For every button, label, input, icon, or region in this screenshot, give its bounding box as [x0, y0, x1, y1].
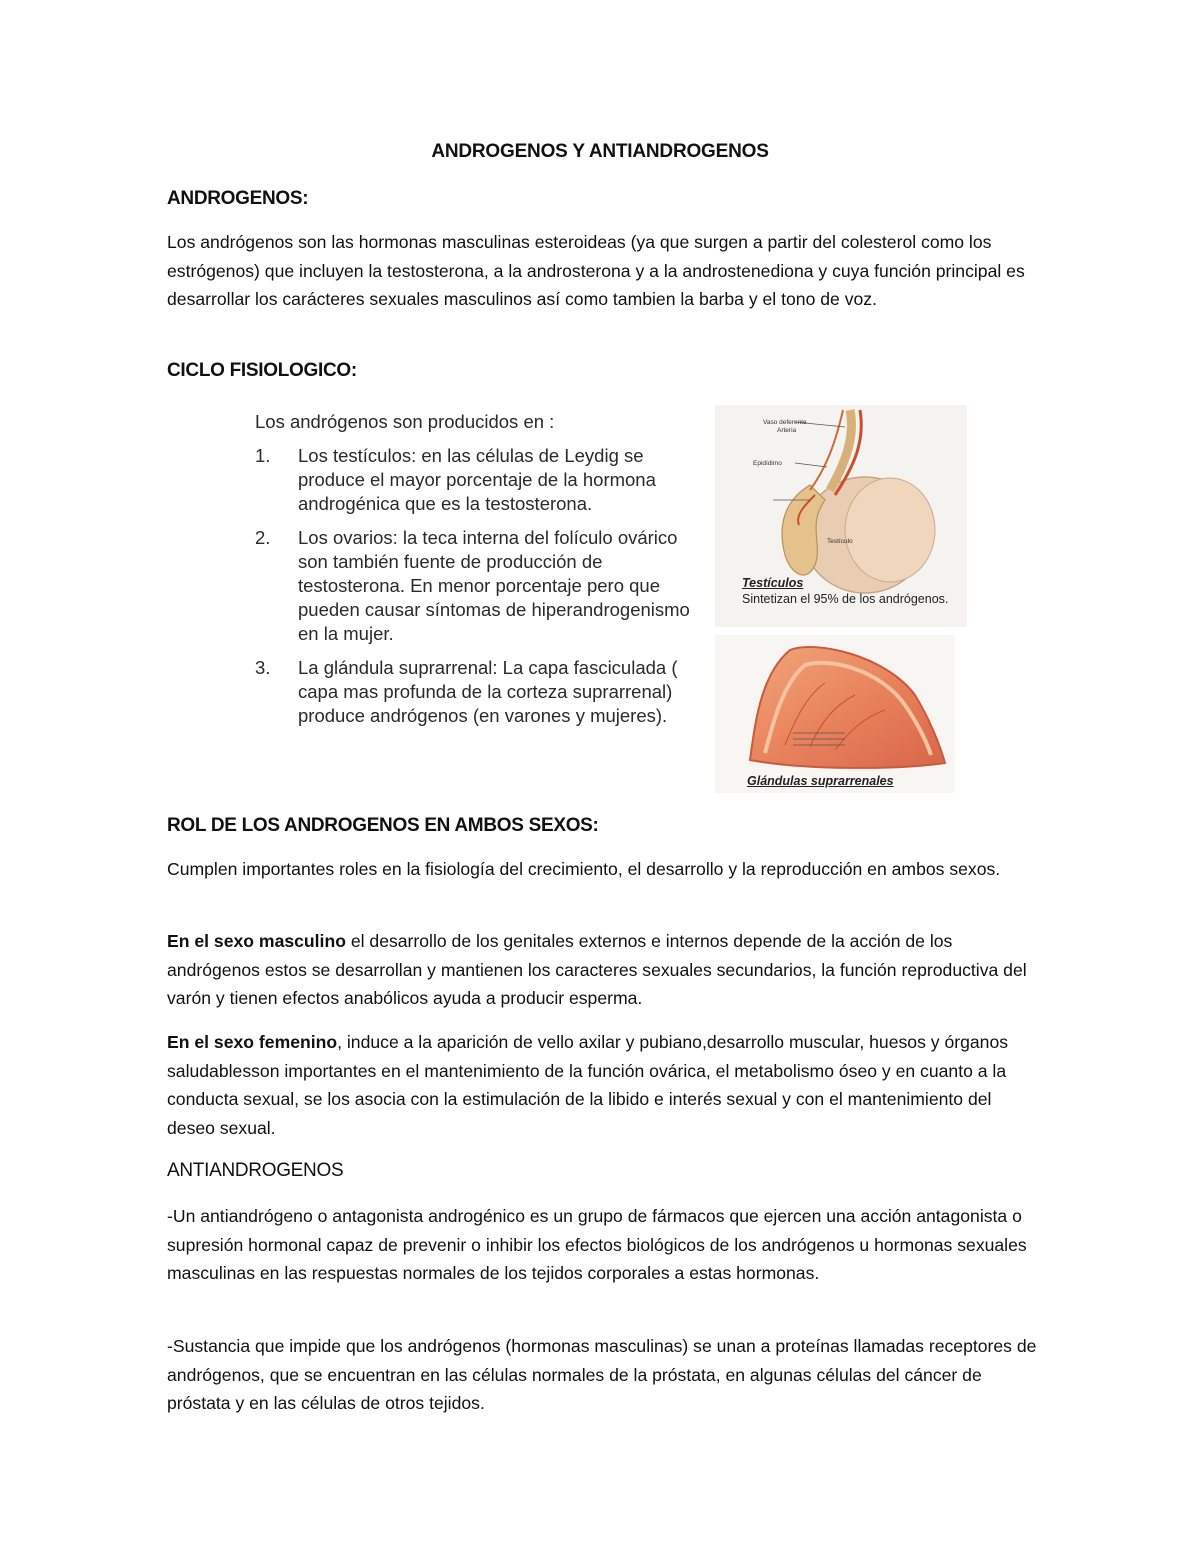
heading-ciclo-fisiologico: CICLO FISIOLOGICO: — [167, 360, 357, 381]
adrenal-caption — [747, 773, 947, 789]
list-item-number: 1. — [255, 445, 271, 466]
femenino-label: En el sexo femenino — [167, 1032, 338, 1052]
paragraph-antiandrogenos-2: -Sustancia que impide que los andrógenos (hormonas masculinas) se unan a proteínas llamadas receptores de andrógenos, que se encuentran en las células normales de la próstata, en algunas células del cáncer de próstata y en las células de otros tejidos. — [167, 1336, 1037, 1414]
paragraph-femenino — [167, 1028, 1037, 1142]
list-item-text: Los testículos: en las células de Leydig se produce el mayor porcentaje de la hormona androgénica que es la testosterona. — [298, 445, 656, 514]
paragraph-androgenos: Los andrógenos son las hormonas masculinas esteroideas (ya que surgen a partir del colesterol como los estrógenos) que incluyen la testosterona, a la androsterona y a la androstenediona y cuya función principal es desarrollar los carácteres sexuales masculinos así como tambien la barba y el tono de voz. — [167, 232, 1025, 310]
femenino-text: , induce a la aparición de vello axilar y pubiano,desarrollo muscular, huesos y órganos saludablesson importantes en el mantenimiento de la función ovárica, el metabolismo óseo y en cuanto a la conducta sexual, se los asocia con la estimulación de la libido e interés sexual y con el mantenimiento del deseo sexual. — [167, 1032, 1009, 1138]
list-item — [255, 656, 695, 728]
paragraph-rol: Cumplen importantes roles en la fisiología del crecimiento, el desarrollo y la reproducción en ambos sexos. — [167, 859, 1001, 879]
list-item-number: 2. — [255, 527, 271, 548]
producers-list-block — [255, 410, 695, 738]
adrenal-drawing — [715, 635, 955, 793]
testicle-caption — [742, 575, 957, 607]
list-item-text: Los ovarios: la teca interna del folículo ovárico son también fuente de producción de testosterona. En menor porcentaje pero que pueden causar síntomas de hiperandrogenismo en la mujer. — [298, 527, 690, 644]
adrenal-illustration — [715, 635, 955, 793]
heading-rol: ROL DE LOS ANDROGENOS EN AMBOS SEXOS: — [167, 815, 599, 836]
label-vaso-deferente: Vaso deferente — [763, 419, 807, 426]
masculino-text: el desarrollo de los genitales externos e internos depende de la acción de los andrógenos estos se desarrollan y mantienen los caracteres sexuales secundarios, la función reproductiva del varón y tienen efectos anabólicos ayuda a producir esperma. — [167, 931, 1027, 1009]
paragraph-antiandrogenos-1: -Un antiandrógeno o antagonista androgénico es un grupo de fármacos que ejercen una acción antagonista o supresión hormonal capaz de prevenir o inhibir los efectos biológicos de los andrógenos u hormonas sexuales masculinas en las respuestas normales de los tejidos corporales a estas hormonas. — [167, 1206, 1027, 1284]
list-item — [255, 526, 695, 646]
list-item-number: 3. — [255, 657, 271, 678]
producers-list — [255, 444, 695, 728]
masculino-label: En el sexo masculino — [167, 931, 346, 951]
label-testiculo: Testículo — [827, 538, 853, 545]
paragraph-masculino — [167, 927, 1037, 1013]
label-arteria: Arteria — [777, 427, 797, 434]
list-item-text: La glándula suprarrenal: La capa fasciculada ( capa mas profunda de la corteza suprarrenal) produce andrógenos (en varones y mujeres). — [298, 657, 678, 726]
testicle-caption-text: Sintetizan el 95% de los andrógenos. — [742, 592, 949, 606]
label-epididimo: Epidídimo — [753, 460, 782, 467]
testicle-caption-title: Testículos — [742, 576, 804, 590]
producers-intro: Los andrógenos son producidos en : — [255, 411, 555, 432]
document-title: ANDROGENOS Y ANTIANDROGENOS — [431, 141, 769, 162]
adrenal-caption-title: Glándulas suprarrenales — [747, 774, 894, 788]
testicle-illustration — [715, 405, 967, 627]
heading-antiandrogenos: ANTIANDROGENOS — [167, 1160, 344, 1181]
list-item — [255, 444, 695, 516]
heading-androgenos: ANDROGENOS: — [167, 188, 309, 209]
